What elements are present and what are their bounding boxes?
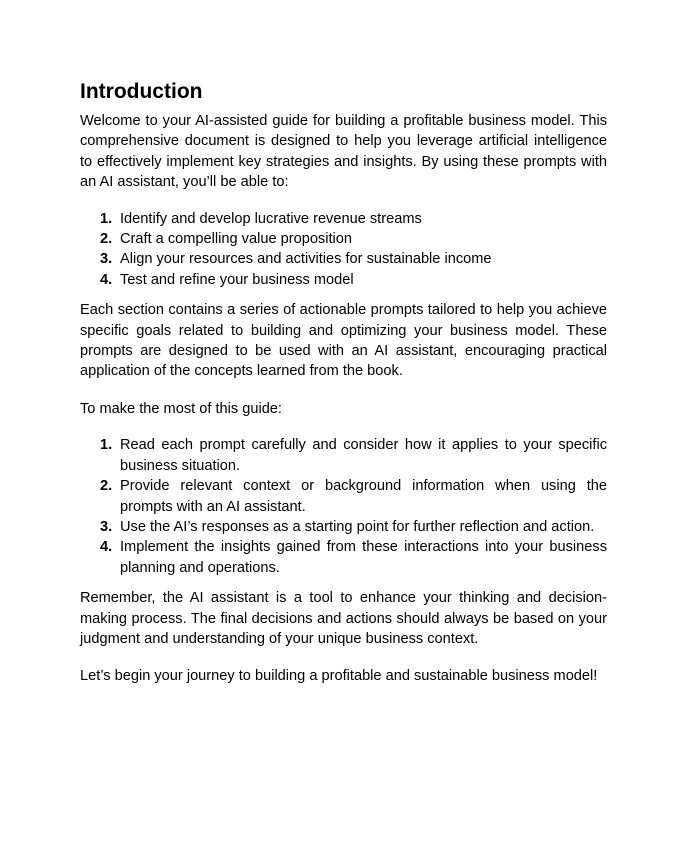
remember-paragraph: Remember, the AI assistant is a tool to enhance your thinking and decision-making process. The final decisions and actions should always be based on your judgment and understanding of your unique business context. [80, 590, 607, 647]
list-number: 2. [100, 231, 113, 248]
list-item-text: Read each prompt carefully and consider how it applies to your specific business situation. [120, 437, 607, 474]
list-item-text: Craft a compelling value proposition [120, 231, 353, 248]
list-number: 4. [100, 271, 113, 288]
list-number: 2. [100, 478, 113, 495]
list-number: 4. [100, 539, 113, 556]
goals-list [80, 209, 607, 291]
list-number: 3. [100, 251, 113, 268]
list-item-text: Test and refine your business model [120, 271, 354, 288]
list-item-text: Provide relevant context or background information when using the prompts with an AI assistant. [120, 478, 607, 515]
closing-paragraph: Let’s begin your journey to building a profitable and sustainable business model! [80, 668, 598, 685]
document-page [80, 79, 607, 687]
list-item [80, 435, 607, 476]
list-item-text: Identify and develop lucrative revenue streams [120, 210, 422, 227]
list-item [80, 229, 607, 249]
list-item [80, 270, 607, 290]
page-title: Introduction [80, 80, 203, 103]
list-item [80, 517, 607, 537]
list-number: 3. [100, 518, 113, 535]
list-item [80, 209, 607, 229]
make-most-paragraph: To make the most of this guide: [80, 400, 282, 417]
list-item-text: Use the AI’s responses as a starting point for further reflection and action. [120, 518, 595, 535]
list-item [80, 476, 607, 517]
list-item [80, 537, 607, 578]
list-item-text: Implement the insights gained from these interactions into your business planning and operations. [120, 539, 607, 576]
sections-paragraph: Each section contains a series of actionable prompts tailored to help you achieve specific goals related to building and optimizing your business model. These prompts are designed to be used with an AI assistant, encouraging practical application of the concepts learned from the book. [80, 302, 607, 380]
list-item [80, 249, 607, 269]
intro-paragraph: Welcome to your AI-assisted guide for building a profitable business model. This comprehensive document is designed to help you leverage artificial intelligence to effectively implement key strategies and insights. By using these prompts with an AI assistant, you’ll be able to: [80, 113, 607, 191]
list-number: 1. [100, 210, 113, 227]
steps-list [80, 435, 607, 578]
list-number: 1. [100, 437, 113, 454]
list-item-text: Align your resources and activities for sustainable income [120, 251, 492, 268]
